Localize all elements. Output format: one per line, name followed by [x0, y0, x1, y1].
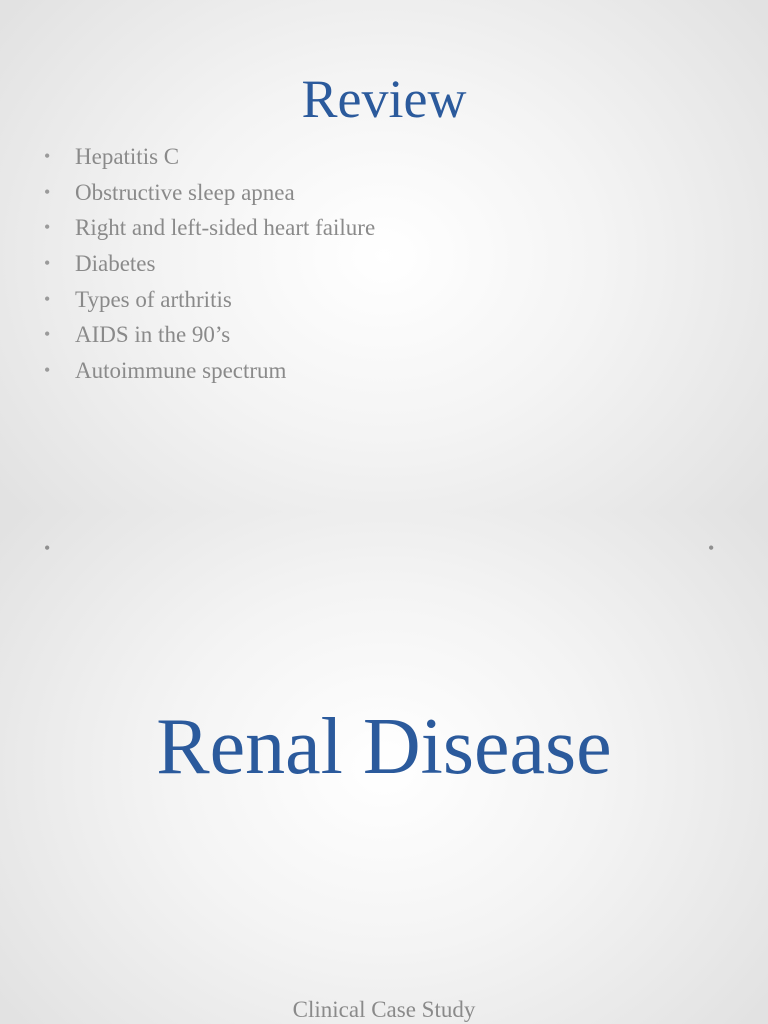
review-bullet-list	[44, 139, 375, 389]
list-item-text: Right and left-sided heart failure	[75, 215, 376, 241]
bullet-icon: •	[44, 288, 51, 309]
list-item-text: Diabetes	[75, 251, 156, 277]
list-item-text: Obstructive sleep apnea	[75, 179, 295, 205]
list-item-text: Types of arthritis	[75, 286, 232, 312]
list-item	[44, 353, 375, 389]
list-item-text: AIDS in the 90’s	[75, 322, 231, 348]
list-item	[44, 317, 375, 353]
empty-bullet-icon-left: •	[44, 538, 51, 558]
title-slide	[0, 512, 768, 1024]
title-slide-subtitle: Clinical Case Study	[292, 997, 476, 1022]
list-item-text: Autoimmune spectrum	[75, 358, 287, 384]
empty-bullet-icon-right: •	[708, 538, 715, 558]
title-slide-title: Renal Disease	[156, 703, 612, 791]
bullet-icon: •	[44, 217, 51, 238]
list-item	[44, 282, 375, 318]
list-item-text: Hepatitis C	[75, 144, 180, 169]
bullet-icon: •	[44, 324, 51, 345]
bullet-icon: •	[44, 181, 51, 202]
bullet-icon: •	[44, 360, 51, 381]
list-item	[44, 175, 375, 211]
bullet-icon: •	[44, 146, 51, 166]
review-slide-title: Review	[301, 69, 467, 129]
list-item	[44, 139, 375, 175]
bullet-icon: •	[44, 253, 51, 274]
list-item	[44, 210, 375, 246]
list-item	[44, 246, 375, 282]
